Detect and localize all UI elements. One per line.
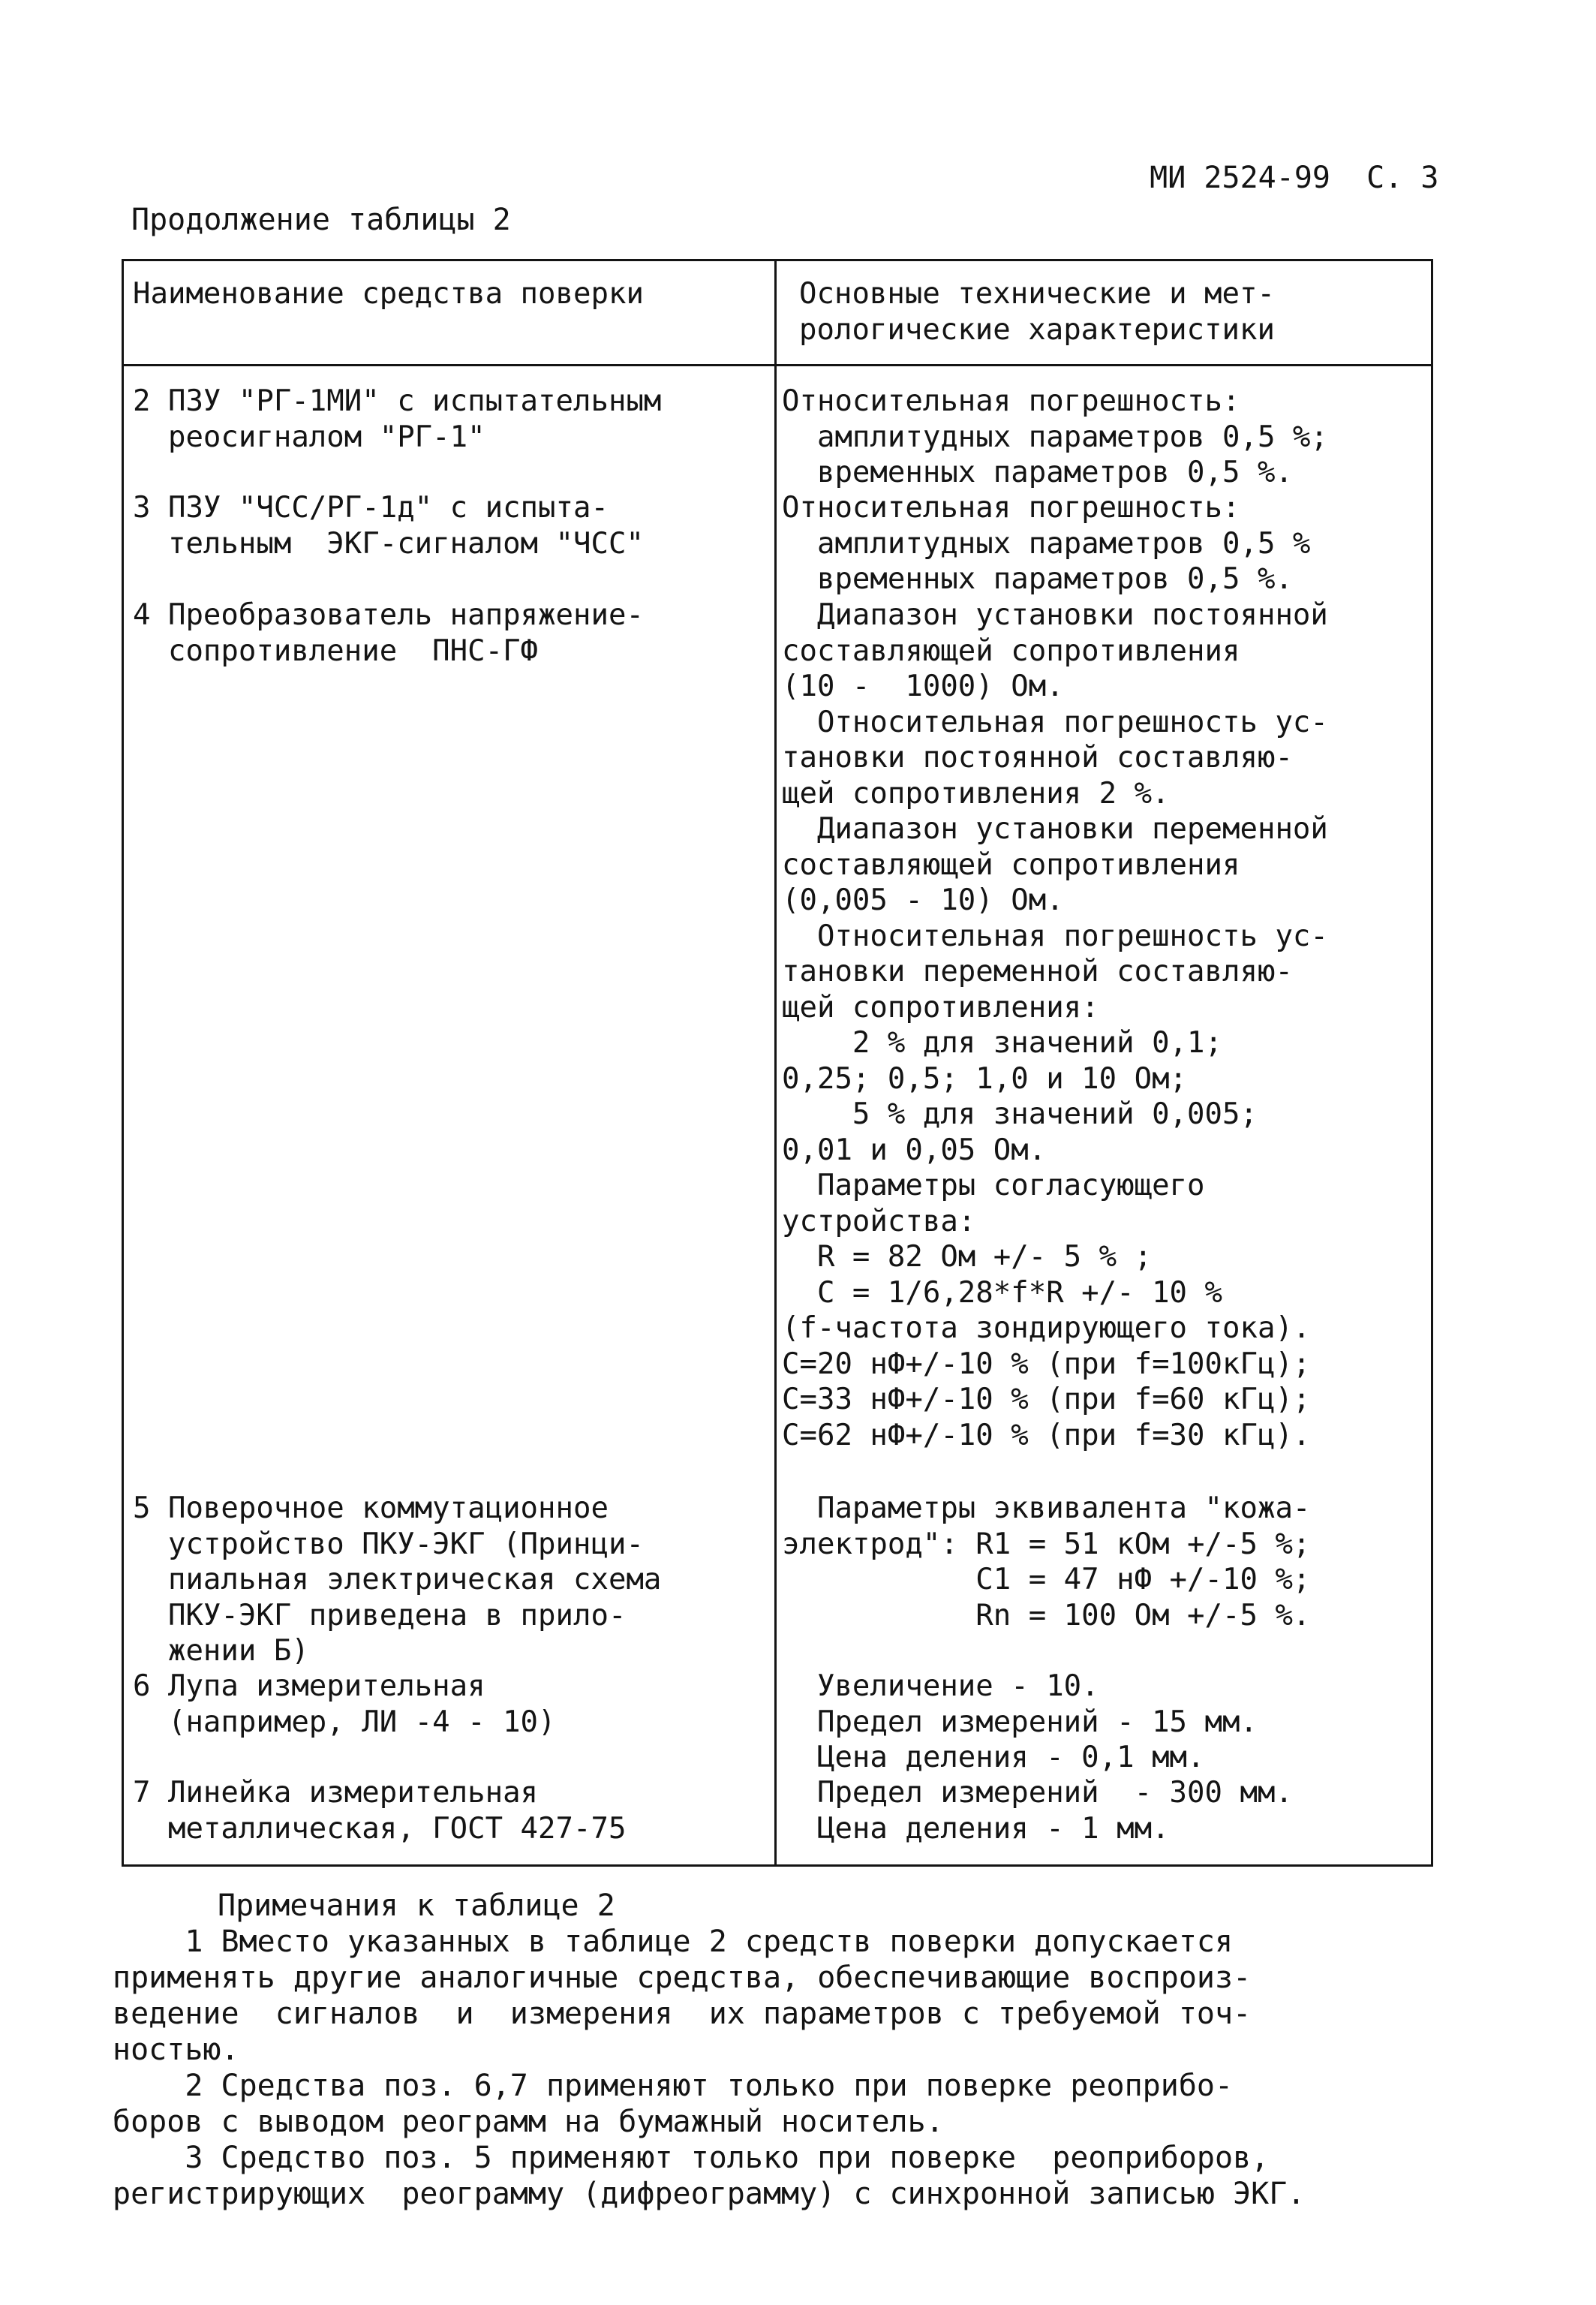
- column-header-tool-name: Наименование средства поверки: [133, 277, 644, 311]
- table-row-5-characteristics: Параметры эквивалента "кожа- электрод": R1 = 51 кОм +/-5 %; C1 = 47 нФ +/-10 %; Rn = 100 Ом +/-5 %.: [782, 1491, 1311, 1632]
- column-header-characteristics: Основные технические и мет- рологические характеристики: [799, 277, 1275, 347]
- table-row-6-tool: 6 Лупа измерительная (например, ЛИ -4 - 10): [133, 1669, 556, 1739]
- table-row-3-tool: 3 ПЗУ "ЧСС/РГ-1д" с испыта- тельным ЭКГ-сигналом "ЧСС": [133, 491, 644, 561]
- table-row-4-tool: 4 Преобразователь напряжение- сопротивление ПНС-ГФ: [133, 598, 644, 668]
- page-number: С. 3: [1366, 161, 1439, 195]
- note-line: 3 Средство поз. 5 применяют только при поверке реоприборов,: [113, 2141, 1270, 2175]
- column-divider: [774, 261, 777, 1864]
- table-row-4-characteristics: Диапазон установки постоянной составляющей сопротивления (10 - 1000) Ом. Относительная погрешность ус- тановки постоянной составляю- щей сопротивления 2 %. Диапазон установки переменной составляющей сопротивления (0,005 - 10) Ом. Относительная погрешность ус- тановки переменной составляю- щей сопротивления: 2 % для значений 0,1; 0,25; 0,5; 1,0 и 10 Ом; 5 % для значений 0,005; 0,01 и 0,05 Ом. Параметры согласующего устройства: R = 82 Ом +/- 5 % ; C = 1/6,28*f*R +/- 10 % (f-частота зондирующего тока). C=20 нФ+/-10 % (при f=100кГц); C=33 нФ+/-10 % (при f=60 кГц); C=62 нФ+/-10 % (при f=30 кГц).: [782, 598, 1328, 1452]
- document-id: МИ 2524-99: [1150, 161, 1330, 195]
- note-line: боров с выводом реограмм на бумажный носитель.: [113, 2105, 944, 2139]
- verification-tools-table: [122, 259, 1433, 1867]
- table-notes: [113, 1888, 1478, 2212]
- table-row-5-tool: 5 Поверочное коммутационное устройство ПКУ-ЭКГ (Принци- пиальная электрическая схема ПКУ-ЭКГ приведена в прило- жении Б): [133, 1491, 662, 1668]
- note-line: применять другие аналогичные средства, обеспечивающие воспроиз-: [113, 1960, 1252, 1995]
- note-line: регистрирующих реограмму (дифреограмму) с синхронной записью ЭКГ.: [113, 2177, 1306, 2211]
- table-caption: Продолжение таблицы 2: [131, 203, 511, 237]
- note-line: 1 Вместо указанных в таблице 2 средств поверки допускается: [113, 1924, 1234, 1959]
- note-line: ведение сигналов и измерения их параметров с требуемой точ-: [113, 1997, 1252, 2031]
- header-divider: [124, 364, 1431, 366]
- table-row-7-tool: 7 Линейка измерительная металлическая, ГОСТ 427-75: [133, 1776, 627, 1846]
- table-row-2-characteristics: Относительная погрешность: амплитудных параметров 0,5 %; временных параметров 0,5 %.: [782, 384, 1328, 489]
- table-row-2-tool: 2 ПЗУ "РГ-1МИ" с испытательным реосигналом "РГ-1": [133, 384, 662, 454]
- note-line: 2 Средства поз. 6,7 применяют только при поверке реоприбо-: [113, 2069, 1234, 2103]
- note-line: ностью.: [113, 2033, 239, 2067]
- page-header: [1114, 126, 1466, 195]
- notes-title: Примечания к таблице 2: [218, 1888, 615, 1923]
- table-row-6-characteristics: Увеличение - 10. Предел измерений - 15 мм. Цена деления - 0,1 мм.: [816, 1669, 1258, 1774]
- table-row-7-characteristics: Предел измерений - 300 мм. Цена деления - 1 мм.: [816, 1776, 1293, 1846]
- table-row-3-characteristics: Относительная погрешность: амплитудных параметров 0,5 % временных параметров 0,5 %.: [782, 491, 1311, 596]
